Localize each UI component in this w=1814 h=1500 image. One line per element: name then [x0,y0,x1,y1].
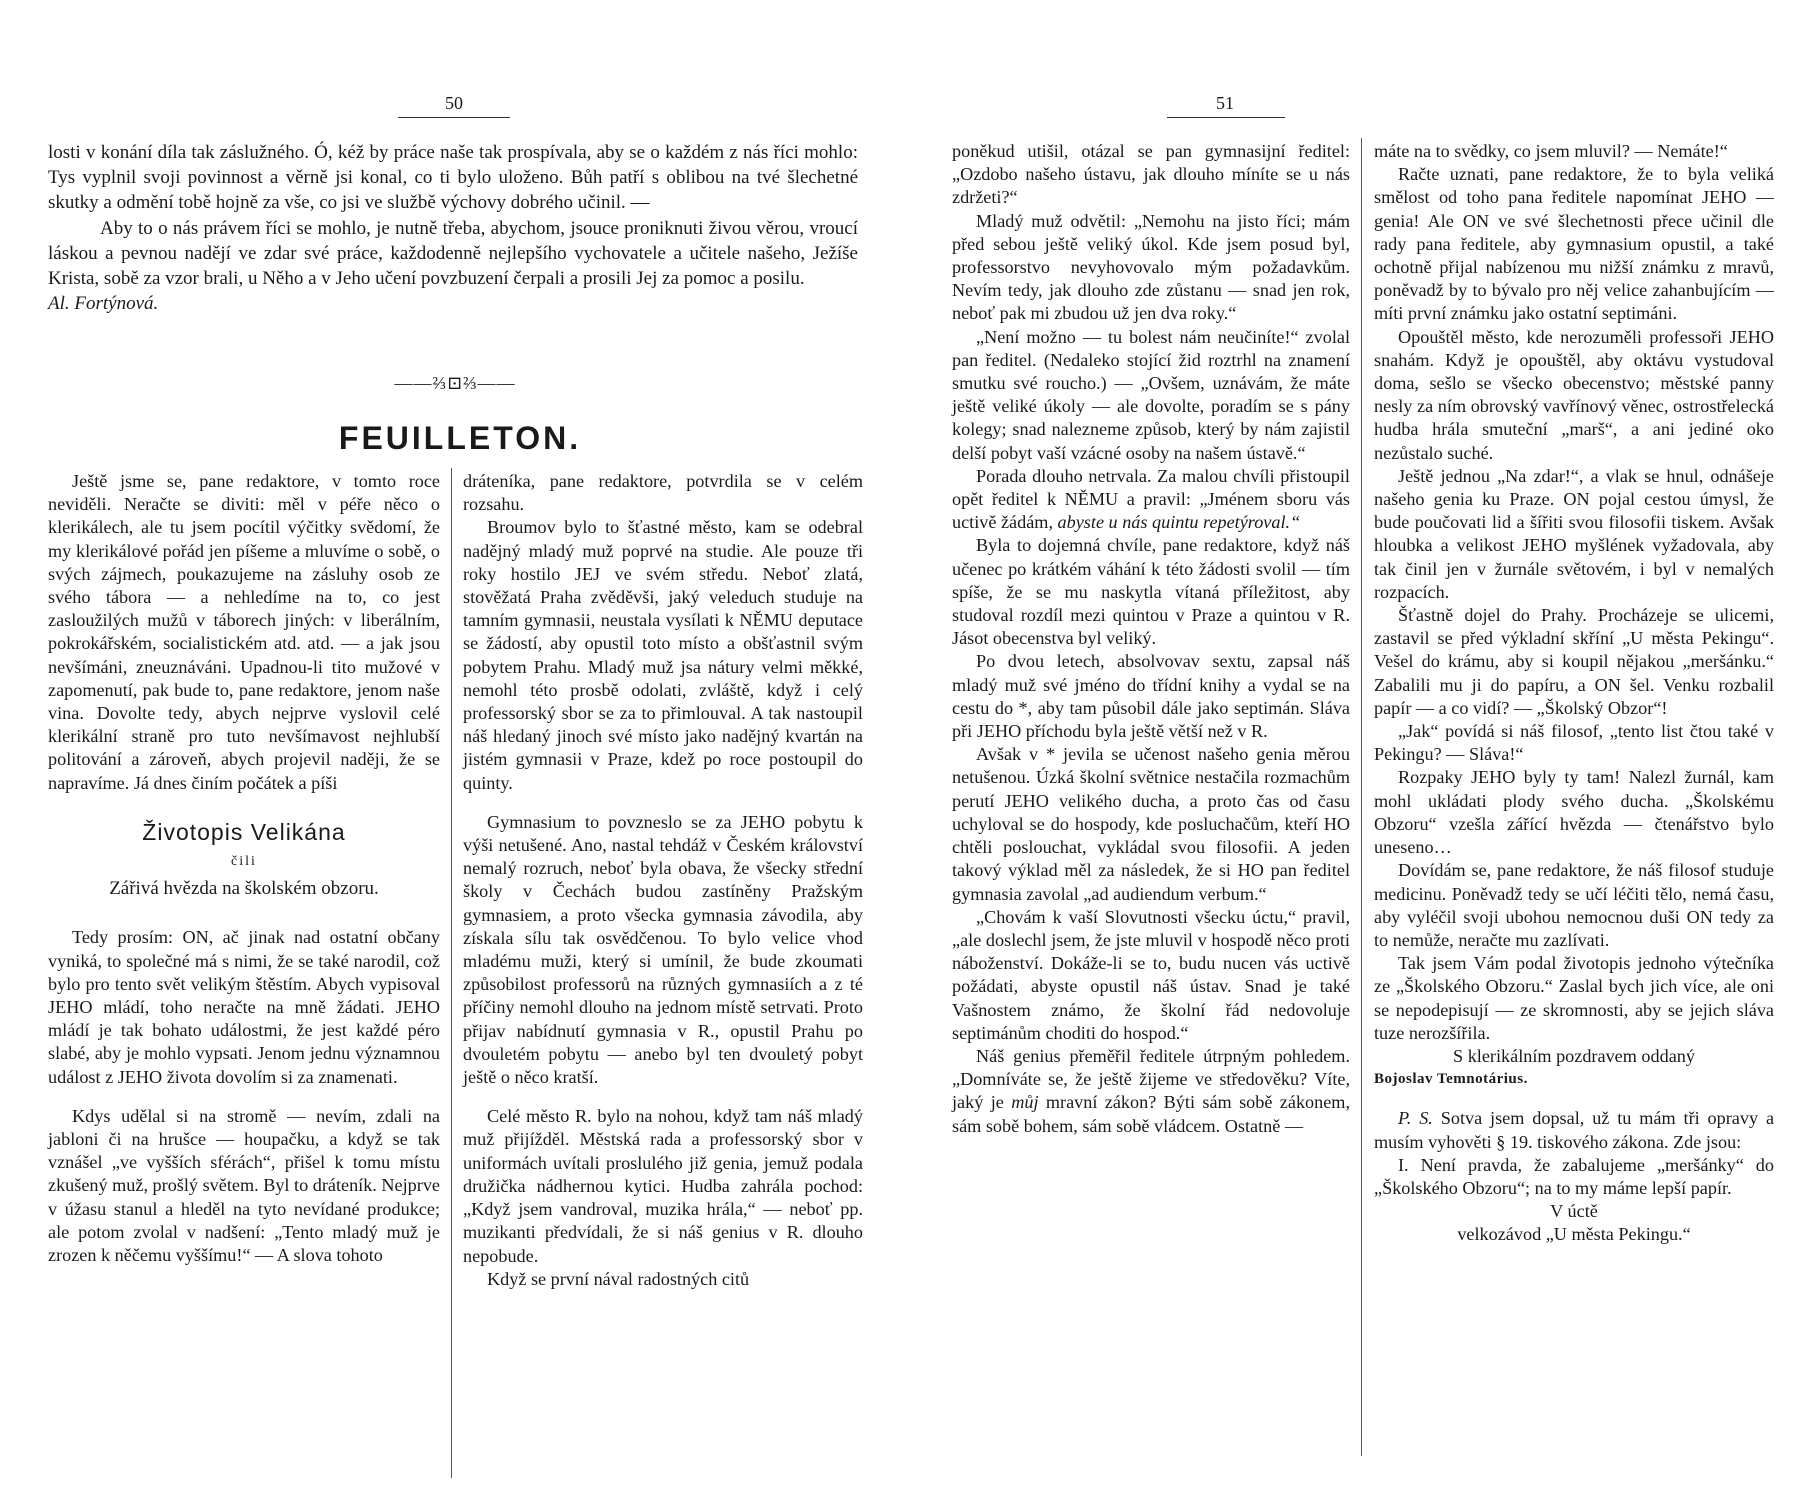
article-subtitle: Zářivá hvězda na školském obzoru. [109,878,379,900]
page-number-rule [398,117,510,118]
regards-line: V úctě [1550,1201,1598,1222]
paragraph: Po dvou letech, absolvovav sextu, zapsal náš mladý muž své jméno do třídní knihy a vydal se na cestu do *, aby tam působil dále jako septimán. Sláva při JEHO příchodu byla ještě větší než v R. [952,651,1350,742]
right-column-2 [1374,140,1774,1247]
paragraph: Mladý muž odvětil: „Nemohu na jisto říci; mám před sebou ještě veliký úkol. Kde jsem posud byl, professorstvo nevyhovovalo mým požadavkům. Nevím tedy, jak dlouho zde zůstanu — snad jen rok, neboť pak mi zbudou už jen dva roky.“ [952,210,1350,324]
right-column-1 [952,140,1350,1138]
article-title-connector: čili [231,854,257,870]
column-divider [1361,138,1362,1456]
paragraph: máte na to svědky, co jsem mluvil? — Nemáte!“ [1374,141,1728,161]
column-divider [451,468,452,1478]
left-column-1 [48,470,440,1267]
intro-paragraph: Aby to o nás právem říci se mohlo, je nutně třeba, abychom, jsouce proniknuti živou věrou, vroucí láskou a pevnou nadějí ve zdar své práce, každodenně nejlepšího vychovatele a učitele našeho, Ježíše Krista, sobě za vzor brali, u Něho a v Jeho učení povzbuzení čerpali a prosili Jej za pomoc a posilu. [48,217,858,290]
intro-text [48,140,858,316]
article-title: Životopis Velikána [142,818,346,845]
page-number: 50 [445,93,463,113]
paragraph: Račte uznati, pane redaktore, že to byla veliká smělost od toho pana ředitele napomínat JEHO — genia! Ale ON ve své šlechetnosti přece učinil dle rady pana ředitele, aby gymnasium opustil, a také ochotně přijal nabízenou mu nižší známku z mravů, poněvadž by to bývalo pro něj velice zahanbujícím — míti první známku jako ostatní septimáni. [1374,164,1774,324]
paragraph: Dovídám se, pane redaktore, že náš filosof studuje medicinu. Poněvadž tedy se učí léčiti tělo, nemá času, aby vyléčil svoji ubohou nemocnou duši ON tedy za to nemůže, neračte mu zazlívati. [1374,860,1774,950]
paragraph: poněkud utišil, otázal se pan gymnasijní ředitel: „Ozdobo našeho ústavu, jak dlouho míníte se u nás zdržeti?“ [952,141,1350,208]
paragraph: „Chovám k vaší Slovutnosti všecku úctu,“ pravil, „ale doslechl jsem, že jste mluvil v hospodě něco proti náboženství. Dokáže-li se to, budu nucen vás uctivě požádati, abyste opustil náš ústav. Snad je také Vašnostem známo, že školní řád nedovoluje septimánům choditi do hospod.“ [952,906,1350,1043]
paragraph: Gymnasium to povzneslo se za JEHO pobytu k výši netušené. Ano, nastal tehdáž v Českém království nemalý rozruch, neboť byla obava, že všecky střední školy v Čechách budou zastíněny Pražským gymnasiem, a proto všecka gymnasia závodila, aby získala sílu tak osvědčenou. To bylo velice vhod mladému muži, který si umínil, že bude zkoumati způsobilost professorů na různých gymnasiích a z té příčiny nemohl dlouho na jednom místě setrvati. Proto přijav nabídnutí gymnasia v R., opustil Prahu po dvouletém pobytu — anebo byl ten dvouletý pobyt ještě o něco kratší. [463,811,863,1088]
paragraph: Tedy prosím: ON, ač jinak nad ostatní občany vyniká, to společné má s nimi, že se také narodil, což bylo pro tento svět velikým štěstím. Abych vypisoval JEHO mládí, toho neračte na mně žádati. JEHO mládí je tak bohato událostmi, že jest každé péro slabé, aby je mohlo vypsati. Jenom jednu významnou událost z JEHO života dovolím si za znamenati. [48,927,440,1087]
paragraph: Byla to dojemná chvíle, pane redaktore, když náš učenec po krátkém váhání k této žádosti svolil — tím spíše, že se mu naskytla vítaná příležitost, aby studoval rozdíl mezi quintou v Praze a quintou v R. Jásot obecenstva byl veliký. [952,535,1350,649]
paragraph: Celé město R. bylo na nohou, když tam náš mladý muž přijížděl. Městská rada a professorský sbor v uniformách uvítali proslulého již genia, jemuž podala družička nádhernou kytici. Hudba zahrála pochod: „Když jsem vandroval, muzika hrála,“ — neboť pp. muzikanti předvídali, že si náš genius v R. dlouho nepobude. [463,1106,863,1266]
emphasis: můj [1011,1092,1039,1113]
paragraph: Avšak v * jevila se učenost našeho genia měrou netušenou. Úzká školní světnice nestačila rozmachům perutí JEHO velikého ducha, a proto čas od času uchyloval se do hospody, kde posluchačům, kteří HO chtěli poslouchat, vykládal svou filosofii. A jeden takový výklad měl za následek, že si HO pan ředitel gymnasia zavolal „ad audiendum verbum.“ [952,744,1350,904]
paragraph: Broumov bylo to šťastné město, kam se odebral nadějný mladý muž poprvé na studie. Ale pouze tři roky hostilo JEJ ve svém středu. Neboť zlatá, stověžatá Praha zvěděvši, jaký veleduch studuje na tamním gymnasii, neustala vysílati k NĚMU deputace se žádostí, aby opustil toto místo a obšťastnil svým pobytem Prahu. Mladý muž jsa nátury velmi měkké, nemohl této prosbě odolati, zvláště, když i celý professorský sbor se za to přimlouval. A tak nastoupil náš hledaný jinoch své místo jako nadějný kvartán na jistém gymnasii v Praze, kdež po roce postoupil do quinty. [463,517,863,793]
paragraph: Tak jsem Vám podal životopis jednoho výtečníka ze „Školského Obzoru.“ Zaslal bych jich více, ale oni se nepodepisují — ze skromnosti, aby se jejich sláva tuze nerozšířila. [1374,953,1774,1043]
emphasis: abyste u nás quintu repetýroval.“ [1057,512,1301,533]
postscript: P. S. Sotva jsem dopsal, už tu mám tři opravy a musím vyhověti § 19. tiskového zákona. Zde jsou: [1374,1108,1775,1152]
paragraph: Náš genius přeměřil ředitele útrpným pohledem. „Domníváte se, že ještě žijeme ve středověku? Víte, jaký je můj mravní zákon? Býti sám sobě zákonem, sám sobě bohem, sám sobě vládcem. Ostatně — [952,1045,1350,1136]
paragraph: „Jak“ povídá si náš filosof, „tento list čtou také v Pekingu? — Sláva!“ [1374,721,1774,765]
author-signature: Bojoslav Temnotárius. [1374,1071,1528,1088]
closing-line: S klerikálním pozdravem oddaný [1453,1045,1695,1066]
ornament-divider: ——⅔⊡⅔—— [394,373,516,393]
intro-paragraph: losti v konání díla tak záslužného. Ó, kéž by práce naše tak prospívala, aby se o každém z nás říci mohlo: Tys vyplnil svoji povinnost a věrně jsi konal, co ti bylo uloženo. Bůh patří s oblibou na tvé šlechetné skutky a odmění tobě hojně za vše, co jsi ve službě výchovy dobrého učinil. — [48,142,858,214]
paragraph: „Není možno — tu bolest nám neučiníte!“ zvolal pan ředitel. (Nedaleko stojící žid roztrhl na znamení smutku své roucho.) — „Ovšem, uznávám, že máte ještě veliké úkoly — ale dovolte, poradím se s pány kolegy; snad nalezneme způsob, který by nám zajistil delší pobyt vaší vzácné osoby na našem ústavě.“ [952,326,1350,463]
author-signature: Al. Fortýnová. [48,293,159,315]
page-number: 51 [1216,93,1234,113]
paragraph: Když se první nával radostných citů [487,1268,750,1289]
left-column-2 [463,470,863,1291]
paragraph: Rozpaky JEHO byly ty tam! Nalezl žurnál, kam mohl ukládati plody svého ducha. „Školskému Obzoru“ vzešla zářící hvězda — čtenářstvo bylo uneseno… [1374,767,1774,858]
paragraph: Opouštěl město, kde nerozuměli professoři JEHO snahám. Když je opouštěl, aby oktávu vystudoval doma, sešlo se všecko obecenstvo; městské panny nesly za ním obrovský vavřínový věnec, ostrostřelecká hudba hrála smuteční „marš“, a ani jediné oko nezůstalo suché. [1374,326,1774,463]
paragraph: dráteníka, pane redaktore, potvrdila se v celém rozsahu. [463,471,863,515]
page-number-rule [1167,117,1285,118]
postscript-label: P. S. [1398,1108,1433,1129]
paragraph: Kdys udělal si na stromě — nevím, zdali na jabloni či na hrušce — houpačku, a když se tak vznášel „ve vyšších sférách“, přišel k tomu místu zkušený muž, prošlý světem. Byl to dráteník. Nejprve v úžasu stanul a hleděl na tyto nevídané produkce; ale potom zvolal v nadšení: „Tento mladý muž je zrozen k něčemu vyššímu!“ — A slova tohoto [48,1105,440,1266]
paragraph: Ještě jednou „Na zdar!“, a vlak se hnul, odnášeje našeho genia ku Praze. ON pojal cestou úmysl, že bude poučovati lid a šířiti svou filosofii tiskem. Avšak hloubka a velikost JEHO myšlének vyžadovala, aby tak činil jen v žurnále světovém, i byl v nemalých rozpacích. [1374,465,1774,602]
paragraph: Porada dlouho netrvala. Za malou chvíli přistoupil opět ředitel k NĚMU a pravil: „Jménem sboru vás uctivě žádám, abyste u nás quintu repetýroval.“ [952,465,1350,533]
section-heading: FEUILLETON. [338,420,582,456]
paragraph: Šťastně dojel do Prahy. Procházeje se ulicemi, zastavil se před výkladní skříní „U města Pekingu“. Vešel do krámu, aby si koupil nějakou „meršánku.“ Zabalili mu ji do papíru, a ON šel. Venku rozbalil papír — a co vidí? — „Školský Obzor“! [1374,605,1774,718]
paragraph: Ještě jsme se, pane redaktore, v tomto roce neviděli. Neračte se diviti: měl v péře něco o klerikálech, ale tu jsem pocítil výčitky svědomí, že my klerikálové pořád jen píšeme a mluvíme o sobě, o svých zájmech, poukazujeme na zásluhy osob ze svého tábora — a nehledíme na to, co jest zasloužilých mužů v táborech jiných: v liberálním, pokrokářském, socialistickém atd. atd. — a jak jsou nevšímáni, zneuznáváni. Upadnou-li tito mužové v zapomenutí, pak bude to, pane redaktore, jenom naše vina. Dovolte tedy, abych nejprve vyslovil celé klerikální straně pro tuto nevšímavost nejhlubší politování a zároveň, abych projevil naději, že se napravíme. Já dnes činím počátek a píši [48,471,440,793]
right-page [907,0,1814,1500]
sender-name: velkozávod „U města Pekingu.“ [1457,1224,1691,1245]
correction-item: I. Není pravda, že zabalujeme „meršánky“ do „Školského Obzoru“; na to my máme lepší papír. [1374,1154,1774,1198]
